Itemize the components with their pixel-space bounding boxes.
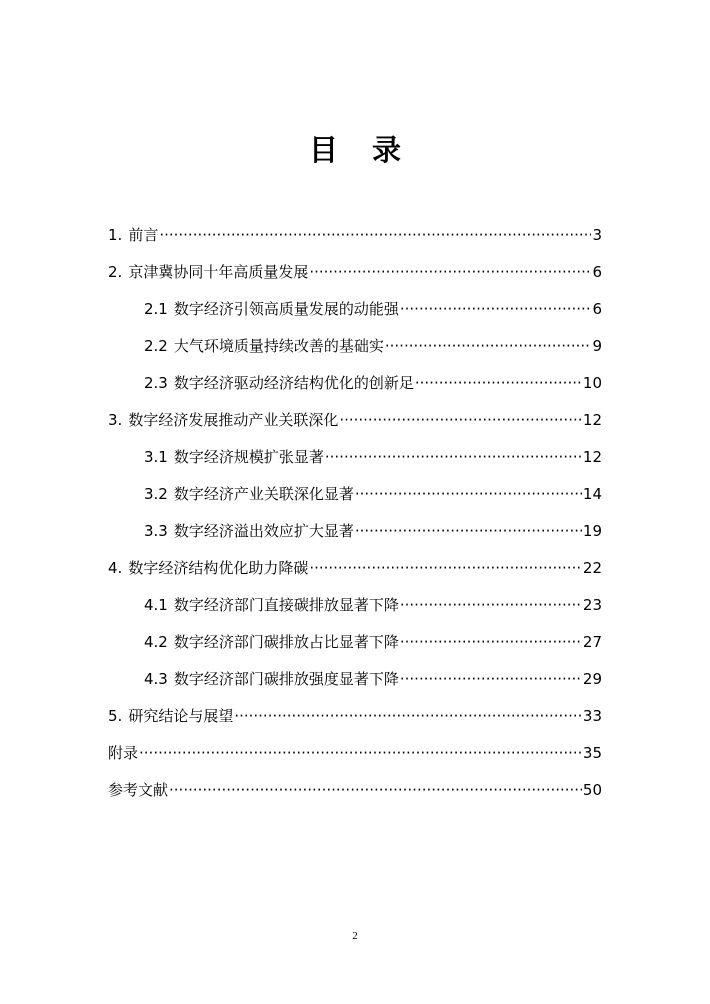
toc-entry[interactable] xyxy=(108,335,602,372)
toc-dot-leader xyxy=(355,520,582,542)
page-number: 2 xyxy=(352,930,358,942)
toc-entry-page: 23 xyxy=(582,596,602,614)
toc-entry-page: 27 xyxy=(582,633,602,651)
toc-entry-number: 3. xyxy=(108,411,123,429)
toc-entry-label: 数字经济产业关联深化显著 xyxy=(173,485,354,503)
toc-entry-page: 12 xyxy=(582,411,602,429)
toc-entry-label: 大气环境质量持续改善的基础实 xyxy=(173,337,384,355)
toc-entry-page: 9 xyxy=(592,337,602,355)
toc-entry-page: 12 xyxy=(582,448,602,466)
toc-entry[interactable] xyxy=(108,668,602,705)
toc-dot-leader xyxy=(400,668,582,690)
toc-dot-leader xyxy=(400,298,592,320)
toc-entry-number: 5. xyxy=(108,707,123,725)
toc-entry[interactable] xyxy=(108,372,602,409)
toc-entry[interactable] xyxy=(108,594,602,631)
toc-entry-label: 数字经济部门直接碳排放显著下降 xyxy=(173,596,399,614)
toc-entry-number: 2.2 xyxy=(144,337,168,355)
toc-entry-number: 4.3 xyxy=(144,670,168,688)
toc-dot-leader xyxy=(325,446,582,468)
toc-entry-label: 数字经济部门碳排放占比显著下降 xyxy=(173,633,399,651)
toc-entry-page: 6 xyxy=(592,263,602,281)
toc-entry-label: 前言 xyxy=(128,226,159,244)
toc-dot-leader xyxy=(339,409,582,431)
toc-entry-page: 29 xyxy=(582,670,602,688)
toc-entry-label: 附录 xyxy=(108,744,139,762)
toc-dot-leader xyxy=(355,483,582,505)
toc-entry[interactable] xyxy=(108,409,602,446)
toc-entry[interactable] xyxy=(108,446,602,483)
toc-dot-leader xyxy=(309,557,582,579)
toc-entry-label: 数字经济发展推动产业关联深化 xyxy=(128,411,339,429)
toc-entry[interactable] xyxy=(108,298,602,335)
toc-entry[interactable] xyxy=(108,224,602,261)
toc-dot-leader xyxy=(400,631,582,653)
toc-entry-page: 14 xyxy=(582,485,602,503)
toc-entry-page: 50 xyxy=(582,781,602,799)
toc-entry-label: 数字经济引领高质量发展的动能强 xyxy=(173,300,399,318)
toc-entry[interactable] xyxy=(108,520,602,557)
toc-entry[interactable] xyxy=(108,705,602,742)
toc-entry-number: 3.1 xyxy=(144,448,168,466)
toc-entry-number: 2.1 xyxy=(144,300,168,318)
toc-entry[interactable] xyxy=(108,631,602,668)
toc-entry[interactable] xyxy=(108,779,602,816)
toc-entry-number: 4.2 xyxy=(144,633,168,651)
toc-entry-label: 参考文献 xyxy=(108,781,169,799)
table-of-contents xyxy=(108,224,602,816)
toc-entry[interactable] xyxy=(108,742,602,779)
toc-entry-number: 4.1 xyxy=(144,596,168,614)
toc-entry[interactable] xyxy=(108,261,602,298)
toc-entry-number: 3.2 xyxy=(144,485,168,503)
toc-entry-label: 数字经济溢出效应扩大显著 xyxy=(173,522,354,540)
page-title: 目录 xyxy=(308,133,435,167)
toc-entry-number: 2. xyxy=(108,263,123,281)
toc-entry-label: 数字经济规模扩张显著 xyxy=(173,448,324,466)
toc-entry-page: 10 xyxy=(582,374,602,392)
toc-entry-label: 数字经济部门碳排放强度显著下降 xyxy=(173,670,399,688)
toc-dot-leader xyxy=(169,779,582,801)
toc-entry-page: 35 xyxy=(582,744,602,762)
toc-dot-leader xyxy=(139,742,582,764)
toc-dot-leader xyxy=(159,224,591,246)
toc-dot-leader xyxy=(400,594,582,616)
toc-entry-page: 19 xyxy=(582,522,602,540)
toc-entry-page: 33 xyxy=(582,707,602,725)
toc-entry-label: 数字经济驱动经济结构优化的创新足 xyxy=(173,374,414,392)
toc-entry-number: 3.3 xyxy=(144,522,168,540)
toc-entry-label: 数字经济结构优化助力降碳 xyxy=(128,559,309,577)
toc-entry-page: 6 xyxy=(592,300,602,318)
toc-dot-leader xyxy=(385,335,592,357)
toc-dot-leader xyxy=(234,705,582,727)
toc-entry-number: 1. xyxy=(108,226,123,244)
toc-entry[interactable] xyxy=(108,483,602,520)
toc-dot-leader xyxy=(309,261,591,283)
toc-entry-label: 研究结论与展望 xyxy=(128,707,234,725)
toc-entry-page: 22 xyxy=(582,559,602,577)
toc-entry-number: 4. xyxy=(108,559,123,577)
toc-entry[interactable] xyxy=(108,557,602,594)
toc-dot-leader xyxy=(415,372,582,394)
toc-entry-label: 京津冀协同十年高质量发展 xyxy=(128,263,309,281)
toc-entry-page: 3 xyxy=(592,226,602,244)
toc-entry-number: 2.3 xyxy=(144,374,168,392)
